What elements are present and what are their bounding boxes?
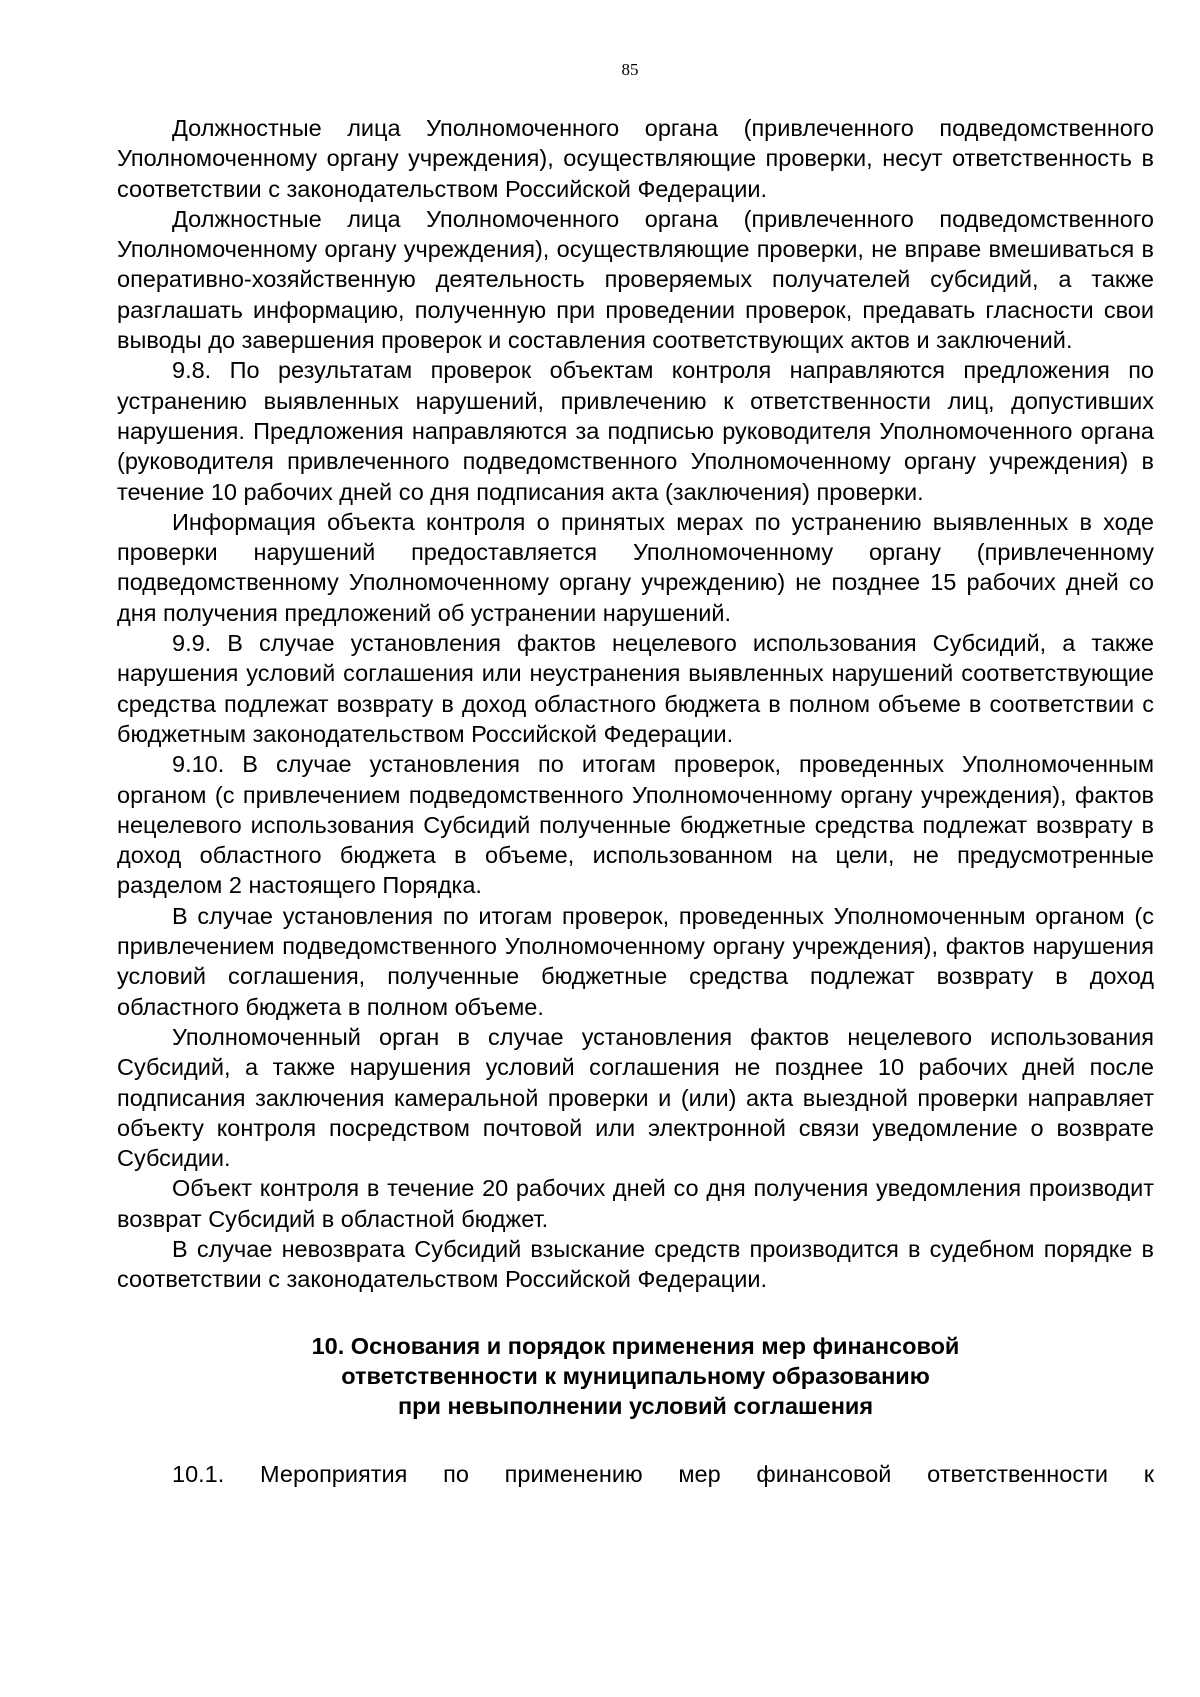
paragraph-control-object-info: Информация объекта контроля о принятых мерах по устранению выявленных в ходе проверки нарушений предоставляется Уполномоченному органу (привлеченному подведомственному Уполномоченному органу учреждению) не позднее 15 рабочих дней со дня получения предложений об устранении нарушений. [117,508,1154,626]
paragraph-agreement-violation: В случае установления по итогам проверок, проведенных Уполномоченным органом (с привлечением подведомственного Уполномоченному органу учреждения), фактов нарушения условий соглашения, полученные бюджетные средства подлежат возврату в доход областного бюджета в полном объеме. [117,902,1154,1020]
paragraph-9-8: 9.8. По результатам проверок объектам контроля направляются предложения по устранению выявленных нарушений, привлечению к ответственности лиц, допустивших нарушения. Предложения направляются за подписью руководителя Уполномоченного органа (руководителя привлеченного подведомственного Уполномоченному органу учреждения) в течение 10 рабочих дней со дня подписания акта (заключения) проверки. [117,357,1154,505]
section-10-heading [117,1331,1154,1422]
paragraph-officials-restrictions: Должностные лица Уполномоченного органа (привлеченного подведомственного Уполномоченному органу учреждения), осуществляющие проверки, не вправе вмешиваться в оперативно-хозяйственную деятельность проверяемых получателей субсидий, а также разглашать информацию, полученную при проведении проверок, предавать гласности свои выводы до завершения проверок и составления соответствующих актов и заключений. [117,205,1154,354]
paragraph-court-recovery: В случае невозврата Субсидий взыскание средств производится в судебном порядке в соответствии с законодательством Российской Федерации. [117,1235,1154,1293]
paragraph-return-notice: Уполномоченный орган в случае установления фактов нецелевого использования Субсидий, а также нарушения условий соглашения не позднее 10 рабочих дней после подписания заключения камеральной проверки и (или) акта выездной проверки направляет объекту контроля посредством почтовой или электронной связи уведомление о возврате Субсидии. [117,1023,1154,1172]
section-heading-line-2: ответственности к муниципальному образованию [341,1362,930,1389]
section-heading-line-3: при невыполнении условий соглашения [397,1393,874,1420]
paragraph-9-10: 9.10. В случае установления по итогам проверок, проведенных Уполномоченным органом (с привлечением подведомственного Уполномоченному органу учреждения), фактов нецелевого использования Субсидий полученные бюджетные средства подлежат возврату в доход областного бюджета в объеме, использованном на цели, не предусмотренные разделом 2 настоящего Порядка. [117,751,1154,899]
page-number: 85 [621,60,639,79]
paragraph-return-deadline: Объект контроля в течение 20 рабочих дней со дня получения уведомления производит возврат Субсидий в областной бюджет. [117,1175,1154,1232]
document-body [117,113,1154,1490]
paragraph-9-9: 9.9. В случае установления фактов нецелевого использования Субсидий, а также нарушения условий соглашения или неустранения выявленных нарушений соответствующие средства подлежат возврату в доход областного бюджета в полном объеме в соответствии с бюджетным законодательством Российской Федерации. [117,630,1154,747]
paragraph-officials-liability: Должностные лица Уполномоченного органа (привлеченного подведомственного Уполномоченному органу учреждения), осуществляющие проверки, несут ответственность в соответствии с законодательством Российской Федерации. [117,115,1154,202]
section-heading-line-1: 10. Основания и порядок применения мер финансовой [311,1332,960,1359]
paragraph-10-1: 10.1. Мероприятия по применению мер финансовой ответственности к [172,1461,1154,1488]
